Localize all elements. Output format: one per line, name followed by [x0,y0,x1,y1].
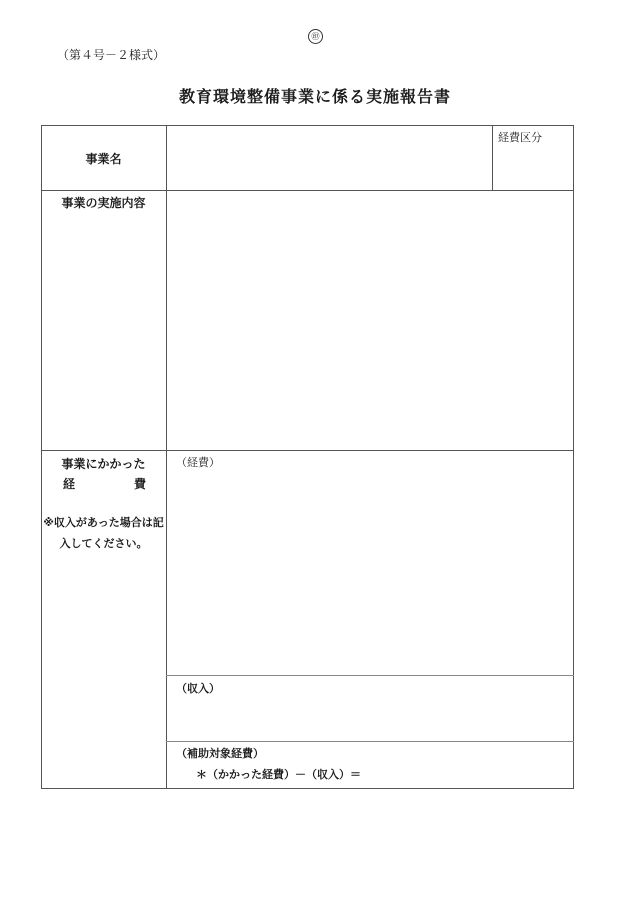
row-divider-content [41,450,574,451]
expense-category-field[interactable] [493,145,573,189]
income-note-line1: ※収入があった場合は記 [43,516,164,529]
project-name-label: 事業名 [85,152,122,166]
expenses-label: （経費） [176,456,220,469]
expenses-field[interactable] [167,470,573,674]
cost-label-line1: 事業にかかった [61,457,146,471]
row-divider-expenses [166,675,574,676]
page-title: 教育環境整備事業に係る実施報告書 [178,87,451,106]
project-name-field[interactable] [167,126,492,190]
expense-category-label: 経費区分 [498,131,542,144]
income-label: （収入） [176,682,220,695]
income-field[interactable] [167,696,573,740]
seal-mark: ㊞ [308,29,323,44]
cost-label-char-a: 経 [63,477,76,491]
subsidy-label: （補助対象経費） [176,747,264,760]
form-number: （第４号－２様式） [57,48,166,62]
subsidy-formula: ＊（かかった経費）－（収入）＝ [196,768,361,781]
content-label: 事業の実施内容 [61,196,146,210]
row-divider-income [166,741,574,742]
cost-label-char-b: 費 [134,477,147,491]
income-note-line2: 入してください。 [59,537,148,550]
content-field[interactable] [167,191,573,449]
